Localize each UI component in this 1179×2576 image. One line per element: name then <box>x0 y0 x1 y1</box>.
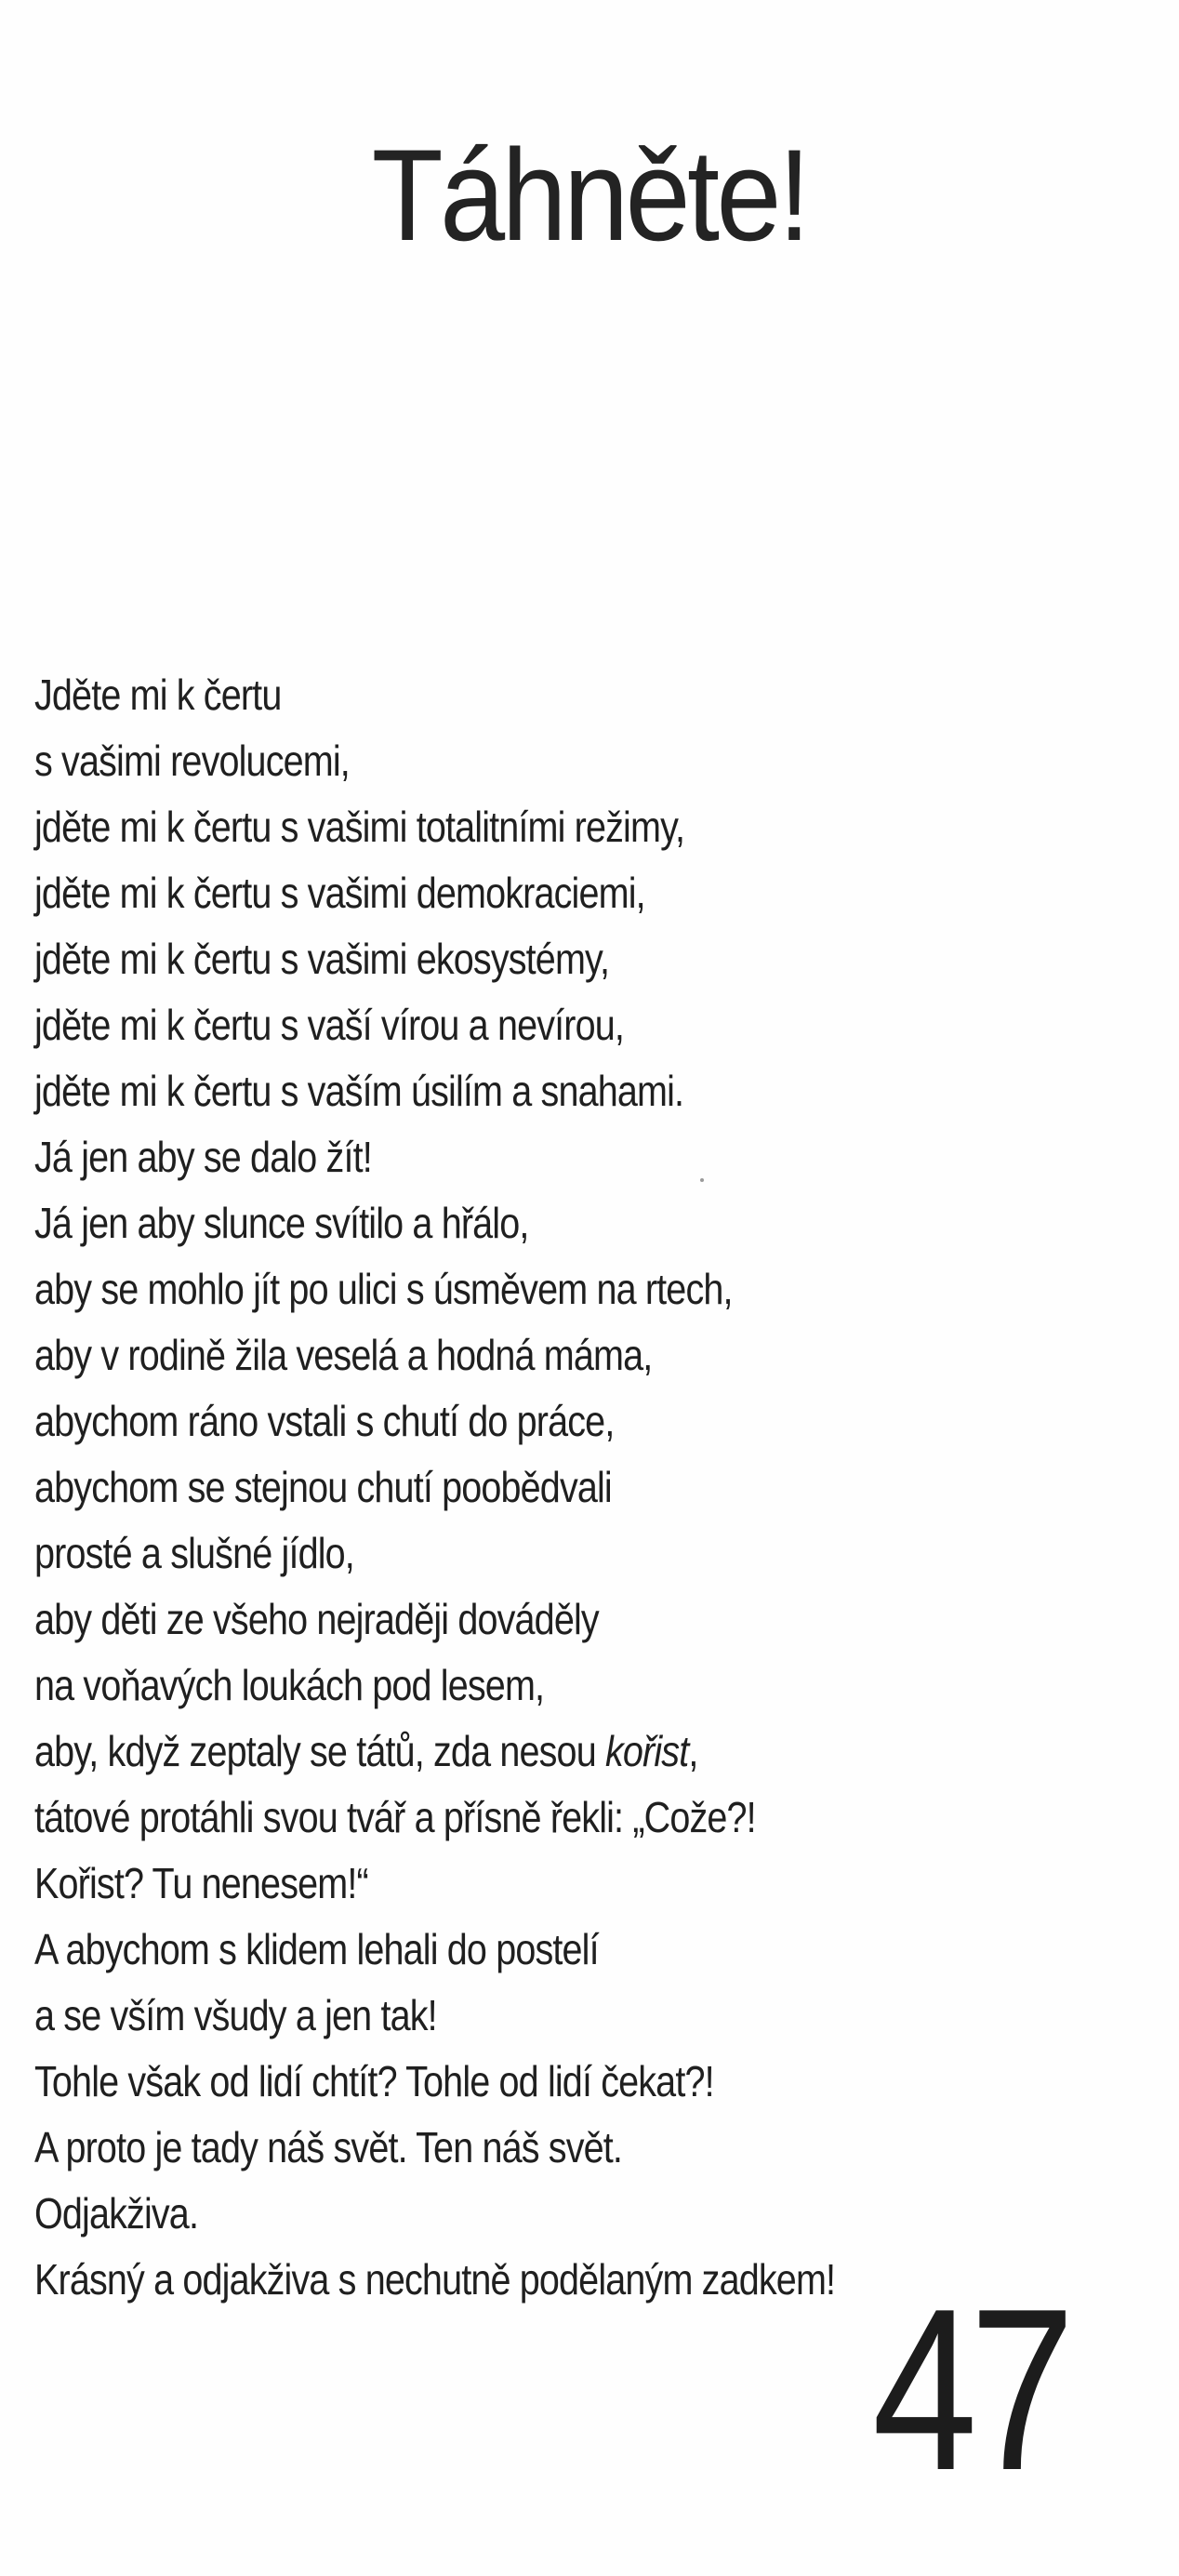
poem-line: a se vším všudy a jen tak! <box>34 1991 437 2039</box>
poem-line: jděte mi k čertu s vaší vírou a nevírou, <box>34 1001 625 1049</box>
page-number: 47 <box>872 2260 1067 2518</box>
poem-line: s vašimi revolucemi, <box>34 737 350 785</box>
emphasized-word: kořist <box>604 1727 689 1775</box>
poem-line-text: aby, když zeptaly se tátů, zda nesou <box>34 1727 605 1775</box>
poem-line: abychom se stejnou chutí poobědvali <box>34 1463 612 1511</box>
poem-line: tátové protáhli svou tvář a přísně řekli: „Cože?! <box>34 1793 756 1841</box>
poem-line: Já jen aby se dalo žít! <box>34 1133 372 1181</box>
poem-line: Tohle však od lidí chtít? Tohle od lidí čekat?! <box>34 2057 714 2105</box>
poem-body <box>34 662 1159 2313</box>
poem-line: Krásný a odjakživa s nechutně podělaným zadkem! <box>34 2255 836 2304</box>
poem-line: Odjakživa. <box>34 2189 199 2237</box>
poem-line: aby děti ze všeho nejraději dováděly <box>34 1595 599 1643</box>
poem-line: jděte mi k čertu s vaším úsilím a snahami. <box>34 1067 684 1115</box>
poem-line: aby se mohlo jít po ulici s úsměvem na rtech, <box>34 1265 733 1313</box>
poem-line: Kořist? Tu nenesem!“ <box>34 1859 368 1907</box>
poem-line: aby v rodině žila veselá a hodná máma, <box>34 1331 653 1379</box>
poem-line: na voňavých loukách pod lesem, <box>34 1661 545 1709</box>
poem-line: A proto je tady náš svět. Ten náš svět. <box>34 2123 623 2171</box>
poem-line: abychom ráno vstali s chutí do práce, <box>34 1397 615 1445</box>
poem-line: Jděte mi k čertu <box>34 671 282 719</box>
poem-line: jděte mi k čertu s vašimi ekosystémy, <box>34 935 610 983</box>
poem-line: Já jen aby slunce svítilo a hřálo, <box>34 1199 529 1247</box>
poem-title: Táhněte! <box>371 122 808 268</box>
poem-line-punctuation: , <box>688 1727 698 1775</box>
poem-line: jděte mi k čertu s vašimi totalitními režimy, <box>34 803 685 851</box>
poem-line: prosté a slušné jídlo, <box>34 1529 354 1577</box>
poem-line: A abychom s klidem lehali do postelí <box>34 1925 599 1973</box>
poem-line: jděte mi k čertu s vašimi demokraciemi, <box>34 869 645 917</box>
poem-line <box>34 1719 1002 1785</box>
paper-speck <box>700 1178 704 1182</box>
